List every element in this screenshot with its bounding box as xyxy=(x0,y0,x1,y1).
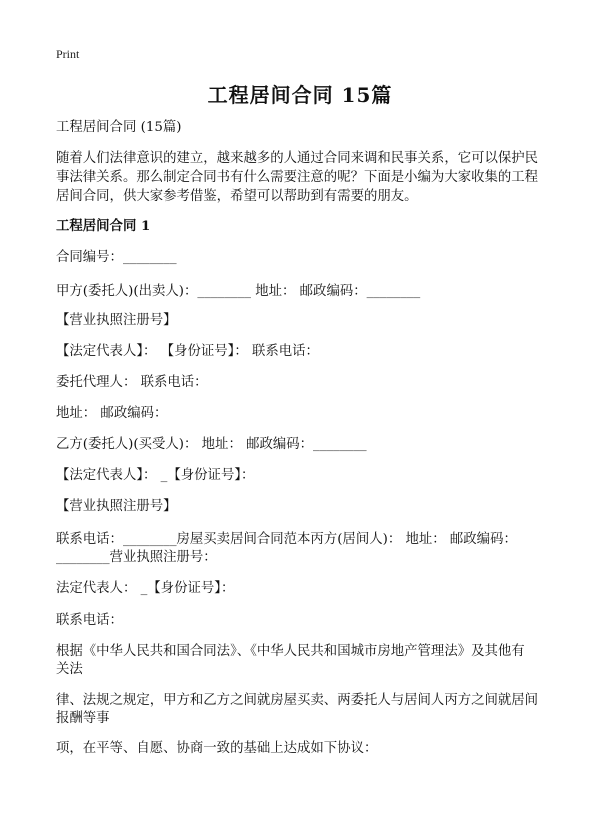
party-a-line: 甲方(委托人)(出卖人)：________ 地址： 邮政编码：________ xyxy=(56,284,421,299)
basis-line-4: 报酬等事 xyxy=(56,711,110,726)
basis-line-5: 项，在平等、自愿、协商一致的基础上达成如下协议： xyxy=(56,741,378,756)
party-b-license-line: 【营业执照注册号】 xyxy=(56,499,177,514)
basis-line-1: 根据《中华人民共和国合同法》、《中华人民共和国城市房地产管理法》及其他有 xyxy=(56,644,525,659)
basis-line-2: 关法 xyxy=(56,662,83,677)
contact-phone-line: 联系电话： xyxy=(56,613,123,628)
party-c-line-1: 联系电话：________房屋买卖居间合同范本丙方(居间人)： 地址： 邮政编码： xyxy=(56,532,517,547)
intro-line-1: 随着人们法律意识的建立，越来越多的人通过合同来调和民事关系，它可以保护民 xyxy=(56,151,539,166)
basis-line-3: 律、法规之规定，甲方和乙方之间就房屋买卖、两委托人与居间人丙方之间就居间 xyxy=(56,693,539,708)
address-line: 地址： 邮政编码： xyxy=(56,406,168,421)
section-heading: 工程居间合同 1 xyxy=(56,218,151,234)
document-subtitle: 工程居间合同 (15篇) xyxy=(56,120,182,135)
print-link[interactable]: Print xyxy=(56,47,80,61)
party-c-line-2: ________营业执照注册号： xyxy=(56,550,217,565)
agent-line: 委托代理人： 联系电话： xyxy=(56,375,208,390)
party-c-representative-line: 法定代表人： _【身份证号】： xyxy=(56,581,235,596)
intro-line-2: 事法律关系。那么制定合同书有什么需要注意的呢？下面是小编为大家收集的工程 xyxy=(56,170,539,185)
intro-line-3: 居间合同，供大家参考借鉴，希望可以帮助到有需要的朋友。 xyxy=(56,189,418,204)
party-a-license-line: 【营业执照注册号】 xyxy=(56,313,177,328)
contract-number-line: 合同编号：________ xyxy=(56,250,177,265)
party-a-representative-line: 【法定代表人】： 【身份证号】： 联系电话： xyxy=(56,344,319,359)
party-b-representative-line: 【法定代表人】： _【身份证号】： xyxy=(56,468,255,483)
party-b-line: 乙方(委托人)(买受人)： 地址： 邮政编码：________ xyxy=(56,437,367,452)
document-title: 工程居间合同 15篇 xyxy=(207,83,393,107)
